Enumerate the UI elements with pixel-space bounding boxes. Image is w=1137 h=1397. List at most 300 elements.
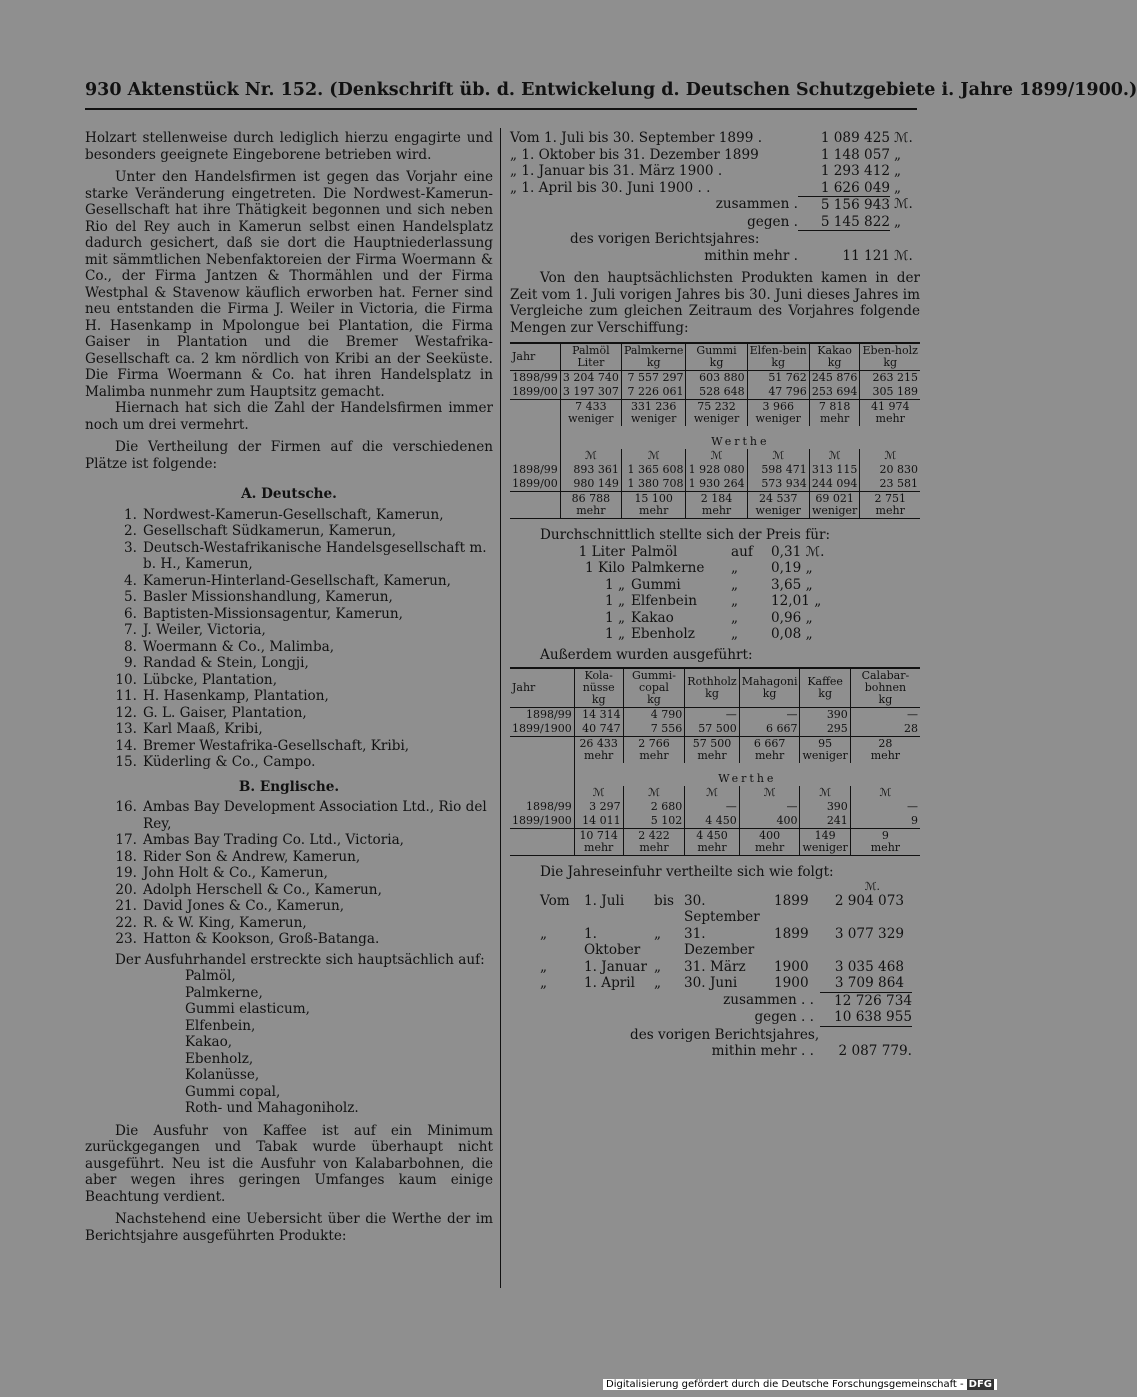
difference-word: mehr: [754, 841, 785, 854]
product-item: Kolanüsse,: [185, 1067, 260, 1083]
value-cell: —: [850, 708, 920, 723]
column-header: [747, 344, 809, 371]
list-item: [85, 672, 493, 689]
value-cell: 3 204 740: [560, 371, 621, 386]
difference-cell: [623, 737, 685, 764]
item-text: Ambas Bay Trading Co. Ltd., Victoria,: [143, 832, 405, 848]
price-quantity: 1 „: [604, 626, 625, 642]
table-row: [510, 708, 920, 723]
item-number: 1.: [124, 506, 137, 523]
table-row: [510, 371, 920, 386]
difference-cell: [621, 400, 686, 427]
more-label: mithin mehr . .: [711, 1043, 814, 1059]
item-number: 12.: [115, 704, 137, 721]
value-cell: 400: [739, 814, 800, 829]
left-column: [85, 130, 493, 1244]
price-row: [510, 593, 920, 610]
table-row: [510, 385, 920, 400]
item-text: J. Weiler, Victoria,: [143, 622, 266, 638]
import-list: [510, 881, 920, 1060]
list-item: [85, 622, 493, 639]
unit-cell: ℳ: [800, 786, 850, 800]
import-cell: 1900: [774, 975, 809, 991]
difference-word: mehr: [639, 504, 669, 517]
list-item: [85, 705, 493, 722]
import-cell: 1. Oktober: [584, 925, 641, 958]
value-cell: 7 226 061: [621, 385, 686, 400]
difference-value: 69 021: [815, 492, 854, 505]
unit-cell: ℳ: [623, 786, 685, 800]
item-number: 10.: [115, 671, 137, 688]
table-row: [510, 800, 920, 814]
empty-cell: [510, 786, 574, 800]
import-cell: 1899: [774, 892, 809, 909]
item-text: Hatton & Kookson, Groß-Batanga.: [143, 931, 380, 947]
difference-word: mehr: [819, 412, 850, 425]
value-cell: 305 189: [872, 385, 918, 398]
value-cell: 23 581: [879, 477, 918, 490]
value-cell: 1 380 708: [621, 477, 686, 492]
item-text: Kamerun-Hinterland-Gesellschaft, Kamerun,: [143, 572, 451, 589]
paragraph: Der Ausfuhrhandel erstreckte sich hauptsächlich auf:: [115, 951, 485, 968]
import-cell: 31. Dezember: [684, 925, 755, 958]
import-cell: 31. März: [684, 958, 746, 975]
header-unit: kg: [827, 356, 842, 369]
price-value: 0,19 „: [771, 560, 813, 576]
export-row: [510, 130, 920, 147]
item-number: 2.: [124, 523, 137, 539]
import-row: [540, 926, 920, 959]
difference-cell: [809, 400, 860, 427]
difference-value: 4 450: [696, 829, 728, 842]
product-item: Roth- und Mahagoniholz.: [185, 1100, 359, 1116]
price-prep: „: [731, 626, 739, 642]
list-item: [85, 882, 493, 899]
difference-cell: [747, 400, 809, 427]
product-item: Elfenbein,: [185, 1017, 256, 1034]
unit-cell: ℳ: [809, 449, 860, 463]
item-number: 23.: [115, 931, 137, 947]
difference-word: mehr: [697, 749, 727, 762]
difference-word: mehr: [875, 504, 905, 517]
price-intro: Durchschnittlich stellte sich der Preis für:: [540, 527, 831, 543]
paragraph: Die Vertheilung der Firmen auf die verschiedenen Plätze ist folgende:: [85, 439, 493, 472]
import-sum: [510, 992, 920, 1010]
difference-cell: [685, 829, 739, 856]
item-text: Deutsch-Westafrikanische Handelsgesellschaft m. b. H., Kamerun,: [143, 539, 487, 572]
difference-word: weniger: [802, 841, 848, 854]
difference-cell: [800, 737, 850, 764]
period-value: 1 293 412: [820, 163, 890, 179]
year-cell: 1898/99: [510, 800, 574, 814]
difference-cell: [860, 400, 920, 427]
item-text: Nordwest-Kamerun-Gesellschaft, Kamerun,: [143, 506, 444, 523]
value-cell: 2 680: [623, 800, 685, 814]
firm-list-english: [85, 799, 493, 948]
sum-value: 5 156 943: [798, 196, 890, 214]
price-prep: „: [731, 560, 739, 576]
price-value: 3,65 „: [771, 576, 813, 593]
import-cell: 30. September: [684, 892, 760, 925]
item-number: 3.: [124, 539, 137, 556]
difference-word: weniger: [631, 412, 677, 425]
paragraph: Von den hauptsächlichsten Produkten kamen in der Zeit vom 1. Juli vorigen Jahres bis 30. Juni dieses Jahres im Vergleiche zum gleichen Zeitraum des Vorjahres folgende Mengen zur Verschiffung:: [510, 270, 920, 336]
import-cell: „: [654, 925, 662, 942]
difference-cell: [860, 492, 920, 519]
period-unit: „: [894, 179, 902, 196]
difference-word: weniger: [755, 504, 801, 517]
export-more: [510, 248, 920, 265]
difference-value: 2 422: [638, 829, 670, 842]
difference-word: mehr: [584, 749, 614, 762]
product-item: Palmkerne,: [185, 984, 263, 1001]
difference-word: mehr: [870, 749, 901, 762]
werthe-unit-row: [510, 786, 920, 800]
export-value-list: [510, 130, 920, 196]
item-text: R. & W. King, Kamerun,: [143, 914, 307, 931]
import-cell: 30. Juni: [684, 975, 738, 991]
difference-word: weniger: [568, 412, 614, 425]
period-value: 1 089 425: [820, 130, 890, 146]
paragraph: Hiernach hat sich die Zahl der Handelsfirmen immer noch um drei vermehrt.: [85, 400, 493, 433]
price-product: Elfenbein: [631, 593, 697, 609]
list-item: [85, 898, 493, 915]
difference-word: mehr: [697, 841, 727, 854]
item-text: Lübcke, Plantation,: [143, 671, 278, 688]
werthe-heading-row: [510, 426, 920, 449]
value-cell: 14 314: [574, 708, 623, 723]
year-cell: 1899/00: [510, 477, 560, 492]
import-gegen: [510, 1009, 920, 1027]
price-value: 0,96 „: [771, 609, 813, 626]
period-label: Vom 1. Juli bis 30. September 1899 .: [510, 130, 763, 146]
list-item: [85, 849, 493, 866]
item-number: 22.: [115, 914, 137, 931]
import-cell: „: [540, 925, 548, 942]
list-item: [85, 573, 493, 590]
item-text: Basler Missionshandlung, Kamerun,: [143, 589, 393, 605]
item-number: 21.: [115, 898, 137, 914]
unit-cell: ℳ: [560, 449, 621, 463]
header-unit: kg: [647, 693, 661, 706]
value-cell: 245 876: [809, 371, 860, 386]
value-cell: 1 928 080: [686, 463, 747, 477]
year-cell: 1899/1900: [510, 814, 574, 829]
difference-cell: [850, 737, 920, 764]
column-divider: [500, 128, 501, 1288]
list-item: [85, 507, 493, 524]
price-row: [510, 610, 920, 627]
export-row: [510, 180, 920, 197]
value-cell: 980 149: [560, 477, 621, 492]
value-cell: —: [907, 800, 918, 813]
difference-cell: [560, 492, 621, 519]
header-unit: kg: [591, 693, 606, 706]
price-product: Palmkerne: [631, 560, 705, 576]
header-label: Kaffee: [807, 675, 843, 688]
difference-value: 57 500: [692, 737, 732, 750]
item-number: 20.: [115, 881, 137, 898]
difference-word: mehr: [870, 841, 901, 854]
unit-cell: ℳ: [739, 786, 800, 800]
import-row: [540, 959, 920, 976]
header-unit: Liter: [577, 356, 605, 369]
table-row: [510, 722, 920, 737]
column-header: [560, 344, 621, 371]
import-cell: 3 077 329: [834, 925, 904, 942]
other-exports-table: [510, 669, 920, 855]
import-cell: Vom: [540, 892, 570, 909]
difference-row: [510, 829, 920, 856]
item-number: 7.: [124, 622, 137, 638]
empty-cell: [510, 426, 560, 449]
difference-cell: [621, 492, 686, 519]
item-text: Rider Son & Andrew, Kamerun,: [143, 848, 361, 865]
difference-word: weniger: [755, 412, 801, 425]
import-cell: bis: [654, 892, 675, 909]
column-header: [809, 344, 860, 371]
header-unit: kg: [883, 356, 898, 369]
difference-value: 28: [878, 737, 893, 750]
table-row: [510, 463, 920, 477]
import-cell: „: [654, 958, 662, 975]
header-label: Jahr: [512, 350, 536, 363]
value-cell: 3 297: [574, 800, 623, 814]
difference-cell: [747, 492, 809, 519]
item-number: 6.: [124, 605, 137, 622]
item-number: 14.: [115, 737, 137, 754]
year-cell: 1899/1900: [510, 722, 574, 737]
unit-cell: ℳ: [747, 449, 809, 463]
import-unit: ℳ.: [864, 879, 880, 893]
value-cell: 241: [800, 814, 850, 829]
value-cell: 603 880: [686, 371, 747, 386]
import-cell: 1. Juli: [584, 892, 625, 909]
more-unit: ℳ.: [894, 247, 913, 264]
difference-value: 149: [814, 829, 836, 842]
export-prev: des vorigen Berichtsjahres:: [570, 231, 760, 247]
price-quantity: 1 „: [604, 576, 625, 593]
header-row: [510, 344, 920, 371]
difference-word: mehr: [701, 504, 732, 517]
difference-cell: [574, 829, 623, 856]
value-cell: 244 094: [809, 477, 860, 492]
price-prep: „: [731, 576, 739, 593]
import-row: [540, 893, 920, 926]
unit-cell: ℳ: [884, 449, 897, 462]
value-cell: —: [685, 800, 739, 814]
header-label: Palmöl: [572, 344, 610, 357]
value-cell: —: [739, 708, 800, 723]
gegen-label: gegen .: [747, 213, 798, 230]
item-number: 8.: [124, 638, 137, 655]
value-cell: 6 667: [739, 722, 800, 737]
difference-cell: [686, 492, 747, 519]
unit-cell: ℳ: [574, 786, 623, 800]
value-cell: 3 197 307: [560, 385, 621, 400]
difference-value: 75 232: [697, 400, 736, 413]
column-header: [574, 669, 623, 708]
header-unit: kg: [818, 687, 832, 700]
column-header: [686, 344, 747, 371]
price-product: Palmöl: [631, 543, 678, 560]
price-value: 0,08 „: [771, 626, 813, 642]
item-text: Ambas Bay Development Association Ltd., Rio del Rey,: [143, 799, 487, 832]
section-heading: B. Englische.: [238, 778, 340, 795]
difference-row: [510, 492, 920, 519]
sum-value: 12 726 734: [820, 992, 912, 1010]
table-row: [510, 814, 920, 829]
value-cell: 47 796: [747, 385, 809, 400]
item-text: Karl Maaß, Kribi,: [143, 721, 263, 737]
item-number: 17.: [115, 832, 137, 848]
period-value: 1 148 057: [820, 146, 890, 163]
difference-value: 24 537: [758, 492, 798, 505]
difference-value: 2 751: [874, 492, 906, 505]
import-cell: 1. Januar: [584, 958, 647, 975]
difference-word: weniger: [802, 749, 848, 762]
value-cell: 5 102: [623, 814, 685, 829]
list-item: [85, 540, 493, 573]
header-label: Kakao: [817, 344, 852, 357]
value-cell: 263 215: [860, 371, 920, 386]
column-header: [510, 669, 574, 708]
item-text: Randad & Stein, Longji,: [143, 655, 309, 671]
year-cell: 1898/99: [510, 463, 560, 477]
empty-cell: [510, 829, 574, 856]
price-quantity: 1 Kilo: [584, 560, 625, 576]
sum-label: zusammen .: [715, 196, 798, 212]
right-column: [510, 130, 920, 1060]
difference-value: 10 714: [579, 829, 618, 842]
price-row: [510, 560, 920, 577]
price-prep: „: [731, 609, 739, 626]
difference-cell: [685, 737, 739, 764]
product-item: Palmöl,: [185, 968, 236, 984]
more-value: 2 087 779.: [838, 1043, 912, 1059]
list-item: [85, 799, 493, 832]
product-item: Gummi elasticum,: [185, 1001, 310, 1017]
item-text: Bremer Westafrika-Gesellschaft, Kribi,: [143, 737, 410, 754]
footer-text: Digitalisierung gefördert durch die Deutsche Forschungsgemeinschaft -: [606, 1379, 964, 1390]
list-item: [85, 688, 493, 705]
price-list: [510, 544, 920, 643]
difference-value: 6 667: [753, 737, 786, 750]
export-sum: [510, 196, 920, 214]
empty-cell: [510, 492, 560, 519]
difference-cell: [560, 400, 621, 427]
sum-label: zusammen . .: [723, 991, 814, 1008]
gegen-label: gegen . .: [754, 1009, 814, 1025]
empty-cell: [510, 400, 560, 427]
price-quantity: 1 „: [604, 609, 625, 626]
item-number: 15.: [115, 754, 137, 770]
item-text: Adolph Herschell & Co., Kamerun,: [143, 881, 382, 898]
import-cell: „: [540, 975, 548, 991]
value-cell: 7 557 297: [621, 371, 686, 386]
difference-value: 2 766: [638, 737, 670, 750]
value-cell: 7 556: [623, 722, 685, 737]
difference-cell: [739, 737, 800, 764]
value-cell: 573 934: [747, 477, 809, 492]
value-cell: 57 500: [685, 722, 739, 737]
list-item: [85, 639, 493, 656]
value-cell: 295: [800, 722, 850, 737]
difference-cell: [739, 829, 800, 856]
product-list: [85, 968, 493, 1117]
werthe-heading-row: [510, 763, 920, 786]
difference-value: 2 184: [700, 492, 733, 505]
difference-value: 400: [759, 829, 781, 842]
difference-value: 86 788: [571, 492, 611, 505]
header-label: Gummi: [696, 344, 737, 357]
section-heading: A. Deutsche.: [241, 486, 337, 502]
value-cell: 40 747: [574, 722, 623, 737]
price-product: Kakao: [631, 609, 674, 626]
difference-cell: [574, 737, 623, 764]
difference-value: 7 818: [818, 400, 851, 413]
value-cell: 28: [904, 722, 918, 735]
gegen-unit: „: [894, 213, 902, 230]
difference-word: mehr: [754, 749, 785, 762]
item-number: 16.: [115, 799, 137, 815]
unit-cell: ℳ: [686, 449, 747, 463]
price-row: [510, 544, 920, 561]
list-item: [85, 915, 493, 932]
header-label: Palmkerne: [623, 344, 684, 357]
item-text: David Jones & Co., Kamerun,: [143, 898, 345, 914]
header-label: Gummi-copal: [632, 669, 676, 694]
list-item: [85, 832, 493, 849]
item-text: H. Hasenkamp, Plantation,: [143, 688, 329, 704]
item-text: Woermann & Co., Malimba,: [143, 638, 335, 655]
period-label: „ 1. Januar bis 31. März 1900 .: [510, 163, 723, 179]
column-header: [621, 344, 686, 371]
gegen-value: 5 145 822: [798, 214, 890, 232]
import-rows: [510, 893, 920, 992]
empty-cell: [510, 737, 574, 764]
value-cell: 390: [800, 800, 850, 814]
item-number: 5.: [124, 589, 137, 605]
difference-word: mehr: [639, 841, 669, 854]
column-header: [685, 669, 739, 708]
paragraph: Holzart stellenweise durch lediglich hierzu engagirte und besonders geeignete Eingeborene betrieben wird.: [85, 130, 493, 163]
also-exported: Außerdem wurden ausgeführt:: [540, 646, 753, 663]
value-cell: 51 762: [747, 371, 809, 386]
value-cell: 9: [911, 814, 918, 827]
difference-cell: [800, 829, 850, 856]
list-item: [85, 523, 493, 540]
price-value: 12,01 „: [771, 593, 822, 609]
price-quantity: 1 Liter: [578, 543, 625, 560]
value-cell: 20 830: [879, 463, 918, 476]
import-more: [510, 1043, 920, 1060]
import-cell: „: [654, 975, 662, 991]
gegen-value: 10 638 955: [820, 1009, 912, 1027]
year-cell: 1899/00: [510, 385, 560, 400]
period-label: „ 1. April bis 30. Juni 1900 . .: [510, 179, 711, 196]
difference-value: 3 966: [762, 400, 794, 413]
value-cell: 4 450: [685, 814, 739, 829]
sum-unit: ℳ.: [894, 196, 913, 212]
period-label: „ 1. Oktober bis 31. Dezember 1899: [510, 146, 759, 163]
difference-cell: [686, 400, 747, 427]
difference-value: 331 236: [630, 400, 677, 413]
werthe-unit-row: [510, 449, 920, 463]
difference-row: [510, 737, 920, 764]
list-item: [85, 721, 493, 738]
price-product: Ebenholz: [631, 626, 695, 642]
